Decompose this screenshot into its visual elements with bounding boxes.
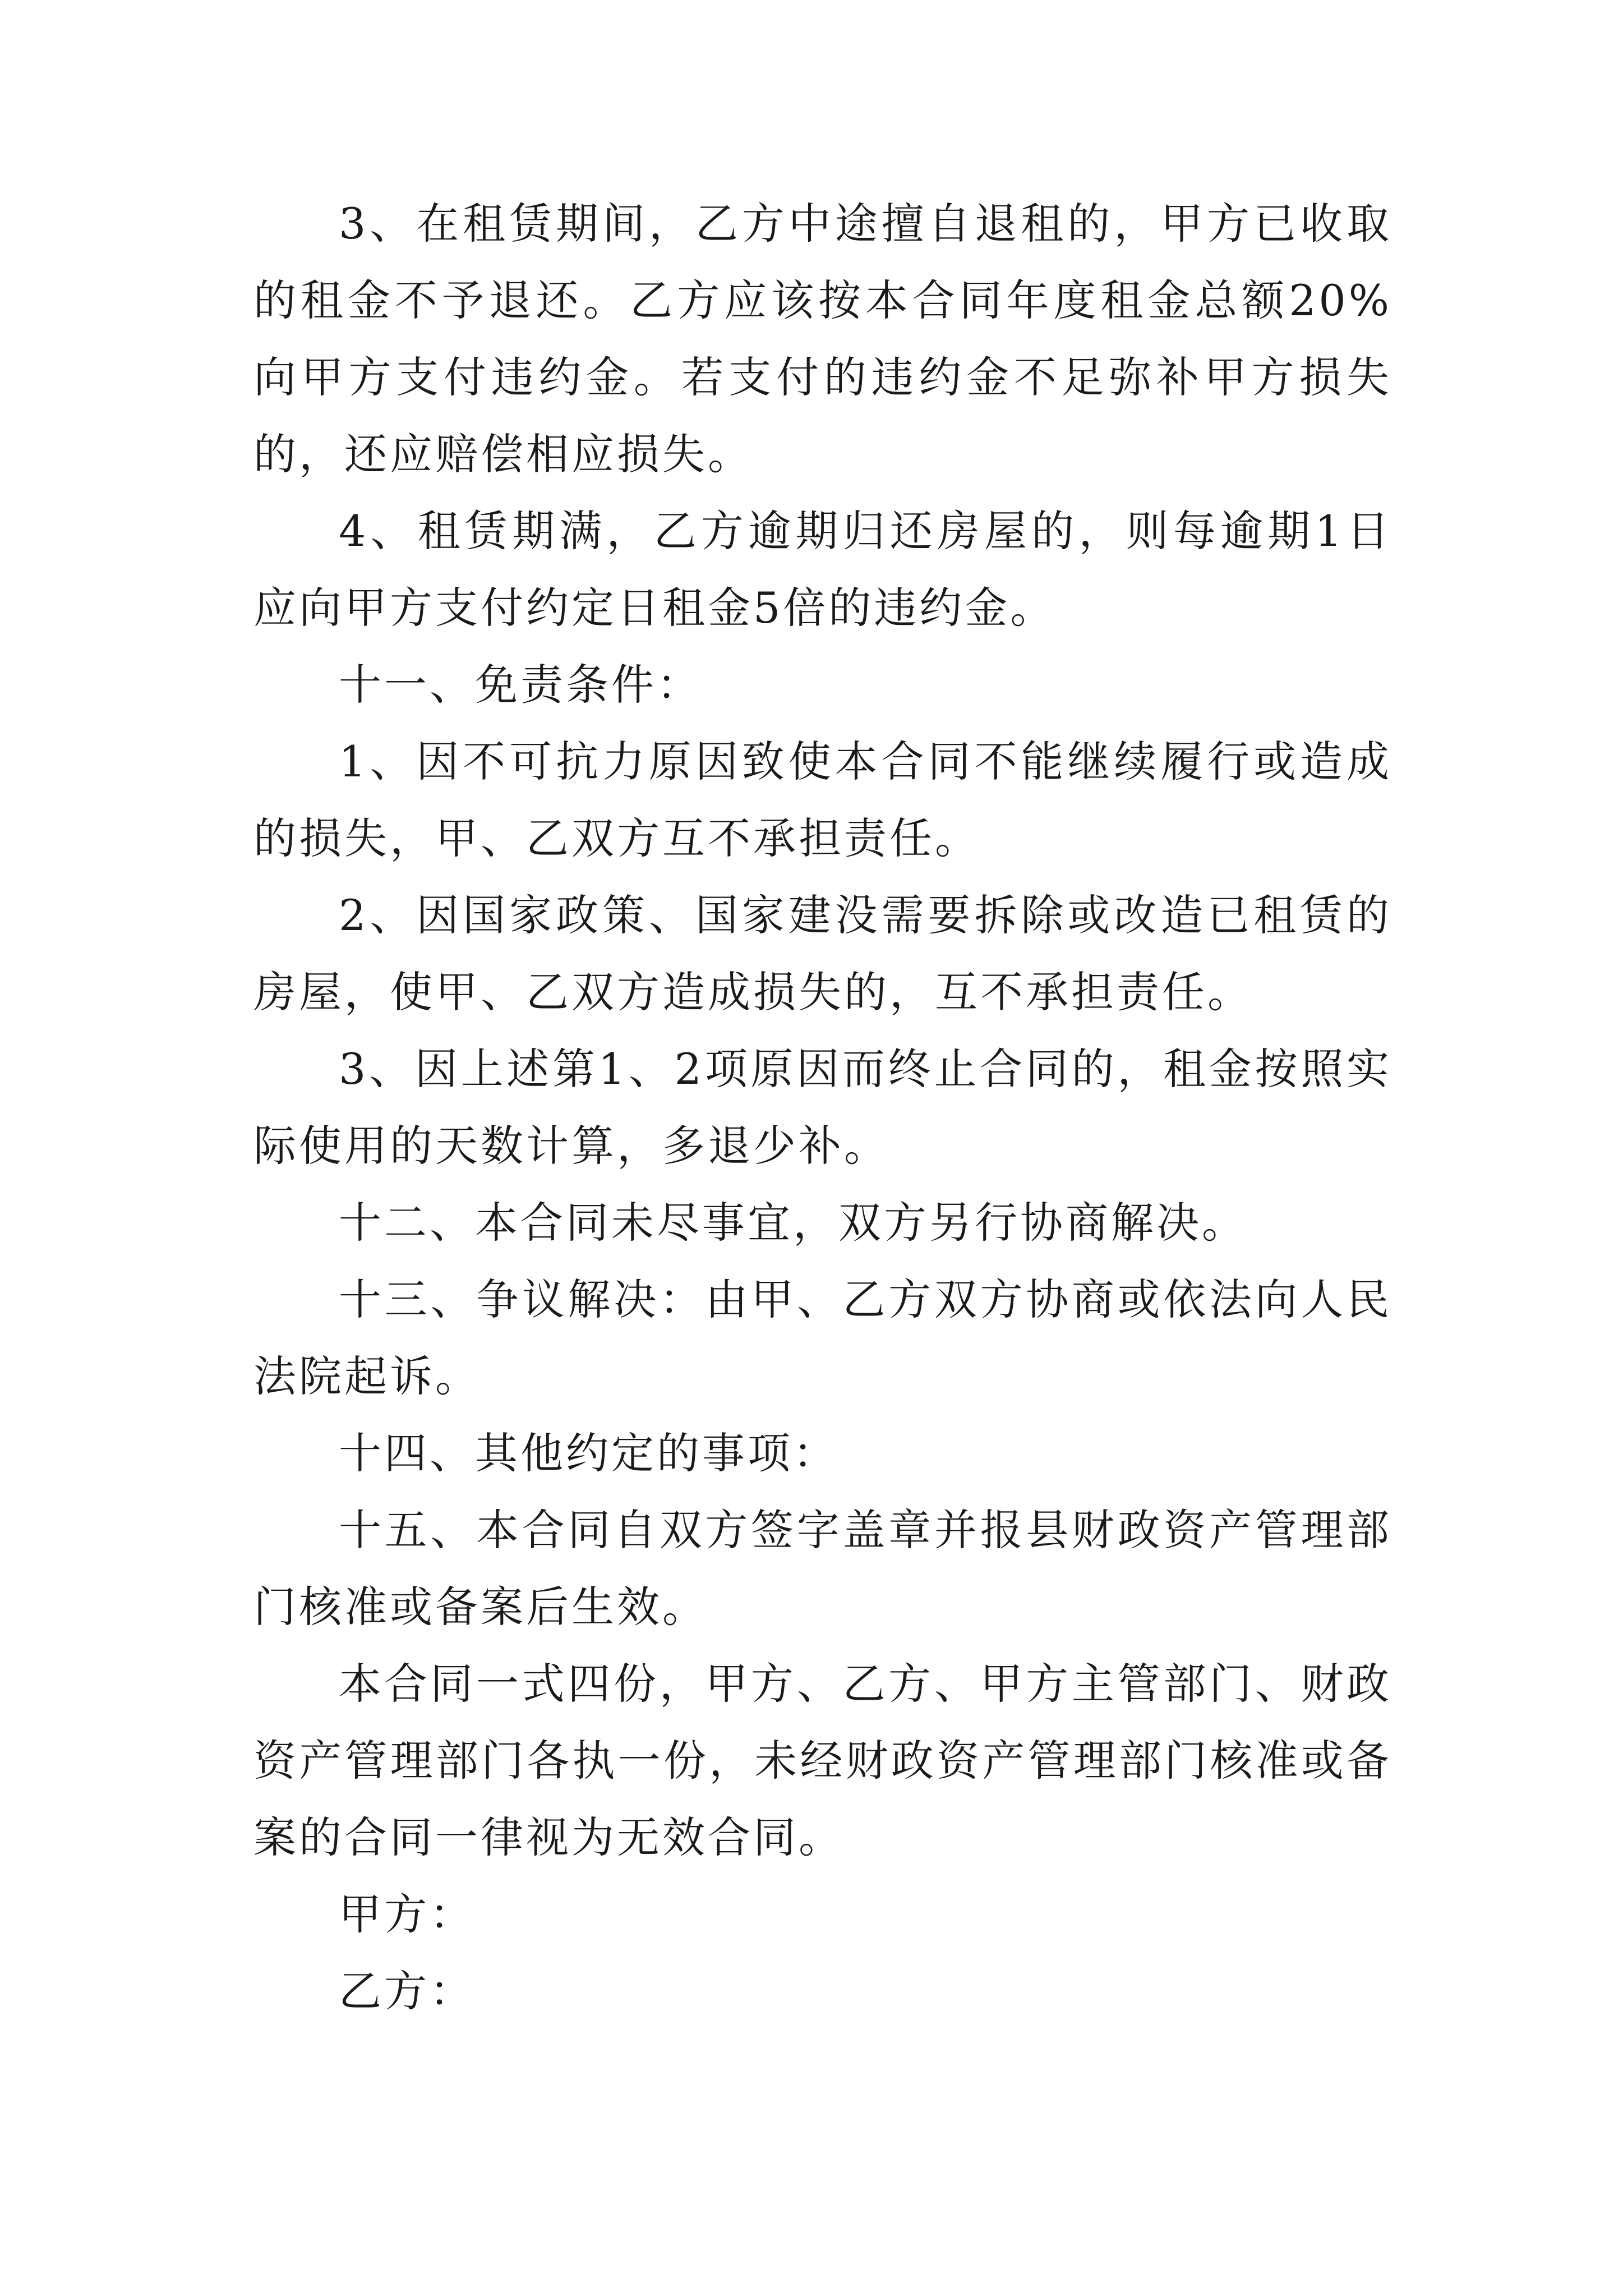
clause-fourteen: 十四、其他约定的事项：: [339, 1428, 838, 1478]
clause-eleven-item-2: 2、因国家政策、国家建没需要拆除或改造已租赁的房屋，使甲、乙双方造成损失的，互不承担责任。: [253, 890, 1392, 1017]
clause-eleven-item-1: 1、因不可抗力原因致使本合同不能继续履行或造成的损失，甲、乙双方互不承担责任。: [253, 737, 1392, 863]
clause-eleven-heading: 十一、免责条件：: [339, 660, 702, 710]
party-b-signature-line: 乙方：: [339, 1966, 475, 2016]
clause-thirteen: 十三、争议解决：由甲、乙方双方协商或依法向人民法院起诉。: [253, 1274, 1392, 1401]
copies-clause: 本合同一式四份，甲方、乙方、甲方主管部门、财政资产管理部门各执一份，未经财政资产管理部门核准或备案的合同一律视为无效合同。: [253, 1659, 1392, 1862]
clause-fifteen: 十五、本合同自双方签字盖章并报县财政资产管理部门核准或备案后生效。: [253, 1505, 1392, 1632]
clause-ten-item-4: 4、租赁期满，乙方逾期归还房屋的，则每逾期1日应向甲方支付约定日租金5倍的违约金。: [253, 506, 1392, 633]
clause-ten-item-3: 3、在租赁期间，乙方中途擅自退租的，甲方已收取的租金不予退还。乙方应该按本合同年度租金总额20%向甲方支付违约金。若支付的违约金不足弥补甲方损失的，还应赔偿相应损失。: [253, 199, 1392, 479]
contract-text: [253, 185, 1392, 2030]
clause-twelve: 十二、本合同未尽事宜，双方另行协商解决。: [339, 1198, 1247, 1248]
clause-eleven-item-3: 3、因上述第1、2项原因而终止合同的，租金按照实际使用的天数计算，多退少补。: [253, 1044, 1392, 1171]
party-a-signature-line: 甲方：: [339, 1889, 475, 1939]
